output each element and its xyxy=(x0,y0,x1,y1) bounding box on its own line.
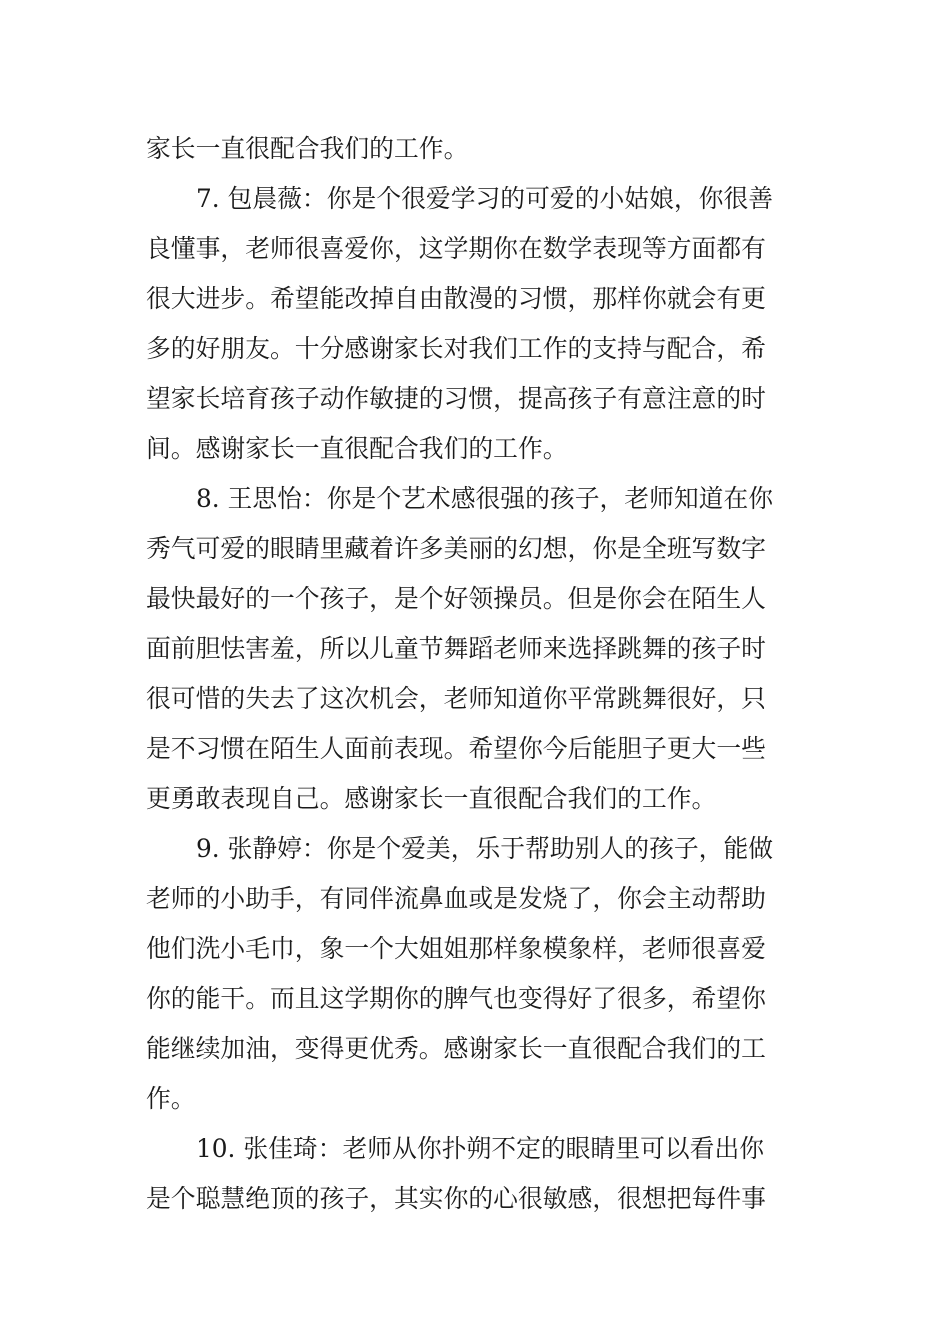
line-text: 多的好朋友。十分感谢家长对我们工作的支持与配合，希 xyxy=(146,334,766,363)
text-line xyxy=(0,829,950,869)
text-line xyxy=(0,529,950,569)
text-line xyxy=(0,729,950,769)
line-text: 是个聪慧绝顶的孩子，其实你的心很敏感，很想把每件事 xyxy=(146,1184,766,1213)
line-text: 更勇敢表现自己。感谢家长一直很配合我们的工作。 xyxy=(146,784,717,813)
text-line xyxy=(0,929,950,969)
text-line xyxy=(0,429,950,469)
line-text: 你的能干。而且这学期你的脾气也变得好了很多，希望你 xyxy=(146,984,766,1013)
line-text: 望家长培育孩子动作敏捷的习惯，提高孩子有意注意的时 xyxy=(146,384,766,413)
text-line xyxy=(0,379,950,419)
text-line xyxy=(0,879,950,919)
text-line xyxy=(0,579,950,619)
text-line xyxy=(0,629,950,669)
line-text: 很可惜的失去了这次机会，老师知道你平常跳舞很好，只 xyxy=(146,684,766,713)
text-line xyxy=(0,1129,950,1169)
text-line xyxy=(0,279,950,319)
text-line xyxy=(0,479,950,519)
line-text: 7. 包晨薇：你是个很爱学习的可爱的小姑娘，你很善 xyxy=(196,184,774,213)
text-line xyxy=(0,329,950,369)
text-line xyxy=(0,129,950,169)
text-line xyxy=(0,1079,950,1119)
text-line xyxy=(0,229,950,269)
line-text: 作。 xyxy=(146,1084,196,1113)
line-text: 很大进步。希望能改掉自由散漫的习惯，那样你就会有更 xyxy=(146,284,766,313)
line-text: 良懂事，老师很喜爱你，这学期你在数学表现等方面都有 xyxy=(146,234,766,263)
line-text: 9. 张静婷：你是个爱美，乐于帮助别人的孩子，能做 xyxy=(196,834,774,863)
text-line xyxy=(0,979,950,1019)
text-line xyxy=(0,1179,950,1219)
line-text: 他们洗小毛巾，象一个大姐姐那样象模象样，老师很喜爱 xyxy=(146,934,766,963)
text-line xyxy=(0,179,950,219)
line-text: 老师的小助手，有同伴流鼻血或是发烧了，你会主动帮助 xyxy=(146,884,766,913)
text-line xyxy=(0,1029,950,1069)
text-line xyxy=(0,779,950,819)
line-text: 能继续加油，变得更优秀。感谢家长一直很配合我们的工 xyxy=(146,1034,766,1063)
line-text: 面前胆怯害羞，所以儿童节舞蹈老师来选择跳舞的孩子时 xyxy=(146,634,766,663)
line-text: 是不习惯在陌生人面前表现。希望你今后能胆子更大一些 xyxy=(146,734,766,763)
line-text: 秀气可爱的眼睛里藏着许多美丽的幻想，你是全班写数字 xyxy=(146,534,766,563)
line-text: 最快最好的一个孩子，是个好领操员。但是你会在陌生人 xyxy=(146,584,766,613)
text-line xyxy=(0,679,950,719)
line-text: 间。感谢家长一直很配合我们的工作。 xyxy=(146,434,568,463)
line-text: 8. 王思怡：你是个艺术感很强的孩子，老师知道在你 xyxy=(196,484,774,513)
line-text: 10. 张佳琦：老师从你扑朔不定的眼睛里可以看出你 xyxy=(196,1134,765,1163)
line-text: 家长一直很配合我们的工作。 xyxy=(146,134,469,163)
